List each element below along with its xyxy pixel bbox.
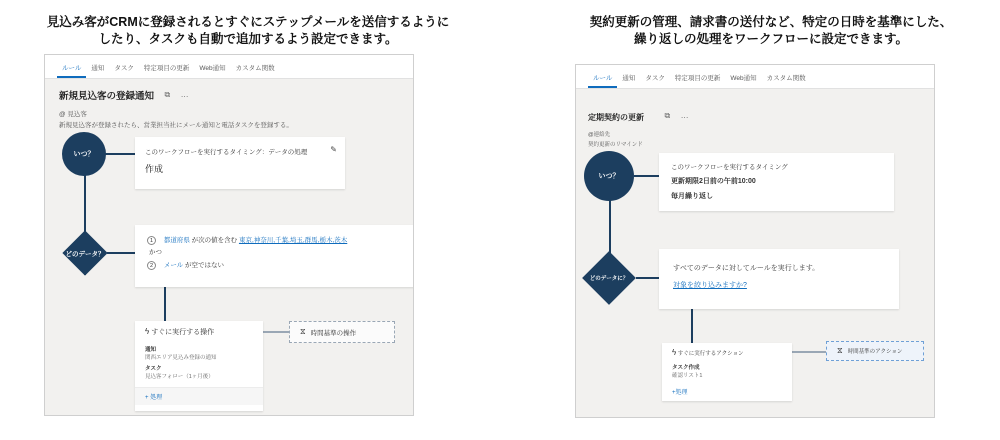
- copy-icon[interactable]: ⧉: [164, 89, 171, 99]
- right-caption: [566, 14, 976, 48]
- tab-task[interactable]: タスク: [114, 65, 134, 72]
- action-title-row: [145, 327, 253, 337]
- lightning-icon: ϟ: [145, 327, 150, 336]
- more-icon[interactable]: …: [180, 90, 189, 100]
- condition-row-2: [147, 260, 403, 270]
- tab-field-update[interactable]: 特定項目の更新: [143, 65, 190, 72]
- when-node: [62, 132, 106, 176]
- lightning-icon: ϟ: [672, 348, 677, 357]
- rule-header: [588, 107, 689, 150]
- rule-title: 定期契約の更新: [588, 113, 644, 122]
- tab-notification[interactable]: 通知: [622, 75, 636, 82]
- tab-web-notification[interactable]: Web通知: [199, 65, 226, 72]
- when-card-line: このワークフローを実行するタイミング：データの処理: [145, 149, 308, 156]
- flow-connector: [263, 331, 289, 333]
- tab-notification[interactable]: 通知: [91, 65, 105, 72]
- action-card[interactable]: [135, 321, 263, 411]
- action-title-row: [672, 348, 782, 357]
- tab-custom-function[interactable]: カスタム関数: [766, 75, 806, 82]
- right-workflow-screenshot: [575, 64, 935, 418]
- right-caption-line1: 契約更新の管理、請求書の送付など、特定の日時を基準にした、: [589, 15, 953, 29]
- right-tab-bar: [576, 65, 934, 89]
- more-icon[interactable]: …: [680, 111, 689, 121]
- when-card-value: 更新期限2日前の午前10:00: [671, 178, 756, 185]
- action-card[interactable]: [662, 343, 792, 401]
- add-action-button[interactable]: +処理: [662, 385, 792, 398]
- when-card[interactable]: [135, 137, 345, 189]
- when-card[interactable]: [659, 153, 894, 211]
- action-item-label: タスク: [145, 366, 162, 372]
- which-card-text: すべてのデータに対してルールを実行します。: [673, 265, 820, 272]
- action-title: すぐに実行する操作: [151, 329, 215, 336]
- action-item-value[interactable]: 関西エリア見込み登録の通知: [145, 355, 217, 361]
- rule-header: [59, 86, 293, 131]
- tab-field-update[interactable]: 特定項目の更新: [674, 75, 721, 82]
- when-card-line: このワークフローを実行するタイミング: [671, 164, 788, 171]
- which-card[interactable]: [659, 249, 899, 309]
- when-card-repeat: 毎月繰り返し: [671, 193, 713, 200]
- when-card-value: 作成: [145, 164, 164, 174]
- rule-module: @ 見込客: [59, 111, 87, 118]
- action-item-label: タスク作成: [672, 365, 700, 371]
- left-caption: [28, 14, 468, 48]
- when-node: [584, 151, 634, 201]
- edit-icon[interactable]: ✎: [330, 145, 337, 154]
- hourglass-icon: ⧖: [300, 327, 306, 336]
- condition-field[interactable]: 都道府県: [163, 237, 190, 244]
- rule-title: 新規見込客の登録通知: [59, 91, 155, 102]
- tab-rule[interactable]: ルール: [588, 73, 617, 88]
- flow-connector: [103, 153, 135, 155]
- condition-value[interactable]: 東京,神奈川,千葉,埼玉,群馬,栃木,茨木: [238, 237, 348, 244]
- condition-operator: が次の値を含む: [191, 237, 238, 244]
- filter-link[interactable]: 対象を絞り込みますか?: [673, 282, 747, 289]
- left-tab-bar: [45, 55, 413, 79]
- rule-description: 新規見込客が登録されたら、営業担当社にメール通知と電話タスクを登録する。: [59, 122, 293, 129]
- condition-number: 1: [147, 236, 156, 245]
- copy-icon[interactable]: ⧉: [664, 110, 671, 120]
- condition-field[interactable]: メール: [163, 262, 184, 269]
- condition-row-1: [147, 235, 403, 245]
- action-item-value[interactable]: 見込客フォロー（1ヶ月後）: [145, 374, 214, 380]
- left-workflow-screenshot: [44, 54, 414, 416]
- flow-connector: [634, 175, 659, 177]
- left-caption-line1: 見込み客がCRMに登録されるとすぐにステップメールを送信するように: [46, 15, 450, 29]
- flow-connector: [691, 309, 693, 345]
- timed-action-label: 時間基準の操作: [310, 329, 357, 337]
- condition-joiner: かつ: [149, 249, 162, 256]
- which-node-label: どのデータ？: [65, 251, 105, 258]
- action-item-label: 通知: [145, 347, 157, 353]
- condition-operator: が空ではない: [185, 262, 224, 269]
- add-action-button[interactable]: + 処理: [135, 387, 263, 405]
- right-caption-line2: 繰り返しの処理をワークフローに設定できます。: [633, 32, 908, 46]
- rule-description: 契約更新のリマインド: [588, 142, 643, 148]
- timed-action-label: 時間基準のアクション: [847, 349, 903, 355]
- action-title: すぐに実行するアクション: [677, 351, 744, 357]
- rule-module: @連絡先: [588, 132, 611, 138]
- when-node-label: いつ？: [73, 151, 95, 158]
- which-card[interactable]: [135, 225, 414, 287]
- tab-custom-function[interactable]: カスタム関数: [235, 65, 275, 72]
- action-item-value[interactable]: 確認リスト1: [672, 373, 703, 379]
- when-node-label: いつ？: [598, 173, 620, 180]
- tab-task[interactable]: タスク: [645, 75, 665, 82]
- condition-number: 2: [147, 261, 156, 270]
- flow-connector: [792, 351, 826, 353]
- left-caption-line2: したり、タスクも自動で追加するよう設定できます。: [98, 32, 398, 46]
- tab-rule[interactable]: ルール: [57, 63, 86, 78]
- timed-action-button[interactable]: [289, 321, 395, 343]
- timed-action-button[interactable]: [826, 341, 924, 361]
- which-node-label: どのデータに？: [589, 276, 629, 282]
- hourglass-icon: ⧖: [837, 346, 843, 355]
- tab-web-notification[interactable]: Web通知: [730, 75, 757, 82]
